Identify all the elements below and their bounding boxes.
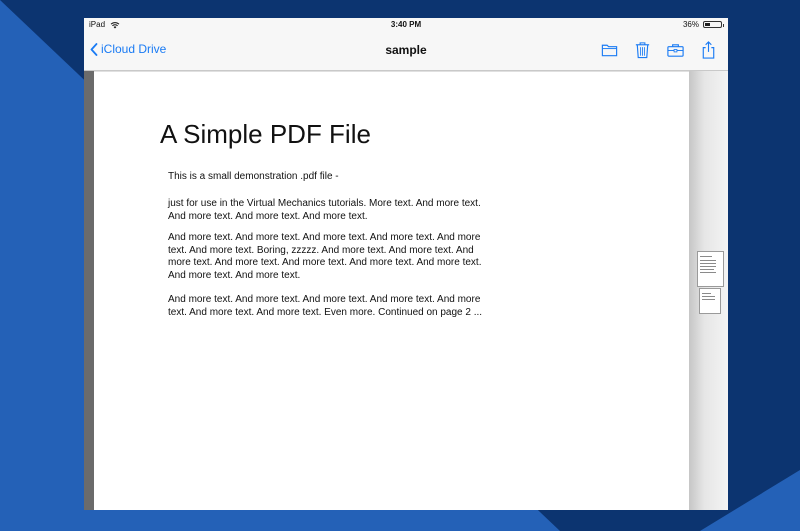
pdf-viewer[interactable]	[84, 71, 689, 510]
page-thumbnail-bar[interactable]	[689, 71, 728, 510]
toolbar	[600, 40, 718, 60]
nav-bar	[84, 32, 728, 71]
device-label: iPad	[89, 20, 106, 29]
paragraph-3: And more text. And more text. And more text. And more text. And more text. And more text. Boring, zzzzz. And more text. And more text. And more text. And more text. And more text. And more text. And more text. And more text. And more text.	[168, 232, 482, 281]
paragraph-1: This is a small demonstration .pdf file -	[168, 171, 339, 182]
page-thumbnail-1[interactable]	[697, 251, 724, 287]
pdf-page	[94, 71, 690, 510]
clock: 3:40 PM	[390, 20, 422, 29]
battery-fill	[705, 23, 710, 26]
folder-icon[interactable]	[600, 40, 619, 60]
status-bar	[84, 18, 728, 32]
trash-icon[interactable]	[633, 40, 652, 60]
share-icon[interactable]	[699, 40, 718, 60]
battery-icon	[703, 21, 722, 28]
paragraph-2: just for use in the Virtual Mechanics tutorials. More text. And more text. And more text. And more text. And more text.	[168, 198, 481, 222]
toolbox-icon[interactable]	[666, 40, 685, 60]
battery-percent: 36%	[682, 20, 699, 29]
ipad-screen	[84, 18, 728, 510]
back-label: iCloud Drive	[101, 42, 167, 56]
paragraph-4: And more text. And more text. And more text. And more text. And more text. And more text. And more text. Even more. Continued on page 2 ...	[168, 294, 483, 318]
document-name: sample	[385, 43, 427, 57]
document-title: A Simple PDF File	[160, 119, 371, 149]
page-thumbnail-2[interactable]	[699, 288, 721, 314]
